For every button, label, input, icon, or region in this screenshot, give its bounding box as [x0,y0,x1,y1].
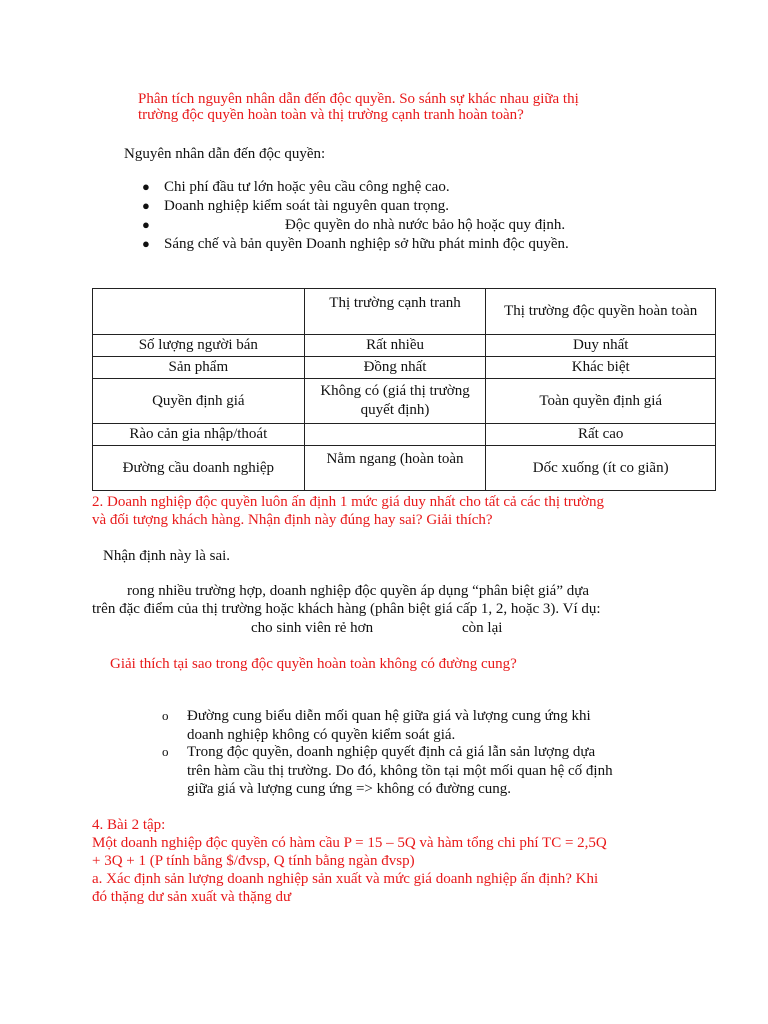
question-1-line-1: Phân tích nguyên nhân dẫn đến độc quyền. So sánh sự khác nhau giữa thị [138,91,579,107]
answer-2-line-3b: còn lại [462,620,503,636]
table-row [93,446,716,491]
table-row [93,424,716,446]
table-cell: Rào cản gia nhập/thoát [93,424,305,446]
question-4-line-5: đó thặng dư sản xuất và thặng dư [92,889,292,905]
table-cell: Khác biệt [486,357,716,379]
answer-2-line-1: rong nhiều trường hợp, doanh nghiệp độc quyền áp dụng “phân biệt giá” dựa [127,583,590,599]
answer-2-line-3a: cho sinh viên rẻ hơn [251,620,374,636]
list-item: Sáng chế và bản quyền Doanh nghiệp sở hữu phát minh độc quyền. [164,236,569,252]
question-4-line-1: 4. Bài 2 tập: [92,817,166,833]
table-cell: Duy nhất [486,335,716,357]
table-cell: Rất cao [486,424,716,446]
answer-2-line-2: trên đặc điểm của thị trường hoặc khách hàng (phân biệt giá cấp 1, 2, hoặc 3). Ví dụ: [92,601,601,617]
list-item: giữa giá và lượng cung ứng => không có đường cung. [187,781,512,797]
bullet-icon: ● [142,198,150,213]
bullet-icon: ● [142,217,150,232]
table-cell: Đường cầu doanh nghiệp [93,446,305,491]
list-item: doanh nghiệp không có quyền kiểm soát giá. [187,727,456,743]
table-row [93,379,716,424]
list-item: Độc quyền do nhà nước bảo hộ hoặc quy định. [285,217,566,233]
table-row [93,357,716,379]
question-4-line-4: a. Xác định sản lượng doanh nghiệp sản xuất và mức giá doanh nghiệp ấn định? Khi [92,871,599,887]
list-item: Chi phí đầu tư lớn hoặc yêu cầu công nghệ cao. [164,179,450,195]
bullet-icon: ● [142,236,150,251]
table-cell: Số lượng người bán [93,335,305,357]
table-cell: Đồng nhất [304,357,486,379]
table-header-cell [93,289,305,335]
table-header-row [93,289,716,335]
question-3: Giải thích tại sao trong độc quyền hoàn toàn không có đường cung? [110,656,517,672]
question-4-line-2: Một doanh nghiệp độc quyền có hàm cầu P = 15 – 5Q và hàm tổng chi phí TC = 2,5Q [92,835,607,851]
table-cell: Quyền định giá [93,379,305,424]
list-item: Trong độc quyền, doanh nghiệp quyết định cả giá lẫn sản lượng dựa [187,744,596,760]
question-1-line-2: trường độc quyền hoàn toàn và thị trường cạnh tranh hoàn toàn? [138,107,524,123]
question-2-line-2: và đối tượng khách hàng. Nhận định này đúng hay sai? Giải thích? [92,512,493,528]
answer-2-verdict: Nhận định này là sai. [103,548,231,564]
table-cell: Sản phẩm [93,357,305,379]
question-4-line-3: + 3Q + 1 (P tính bằng $/đvsp, Q tính bằng ngàn đvsp) [92,853,415,869]
list-item: Đường cung biểu diễn mối quan hệ giữa giá và lượng cung ứng khi [187,708,591,724]
list-item: Doanh nghiệp kiểm soát tài nguyên quan trọng. [164,198,449,214]
table-cell: Dốc xuống (ít co giãn) [486,446,716,491]
table-header-cell: Thị trường độc quyền hoàn toàn [486,289,716,335]
table-cell: Toàn quyền định giá [486,379,716,424]
list-item: trên hàm cầu thị trường. Do đó, không tồn tại một mối quan hệ cố định [187,763,613,779]
table-row [93,335,716,357]
table-header-cell: Thị trường cạnh tranh [304,289,486,335]
table-cell: Nằm ngang (hoàn toàn [304,446,486,491]
table-cell [304,424,486,446]
circle-bullet-icon: o [162,708,169,723]
causes-heading: Nguyên nhân dẫn đến độc quyền: [124,146,326,162]
bullet-icon: ● [142,179,150,194]
comparison-table [92,288,716,491]
table-cell: Rất nhiều [304,335,486,357]
circle-bullet-icon: o [162,744,169,759]
table-cell: Không có (giá thị trường quyết định) [304,379,486,424]
question-2-line-1: 2. Doanh nghiệp độc quyền luôn ấn định 1 mức giá duy nhất cho tất cả các thị trường [92,494,604,510]
